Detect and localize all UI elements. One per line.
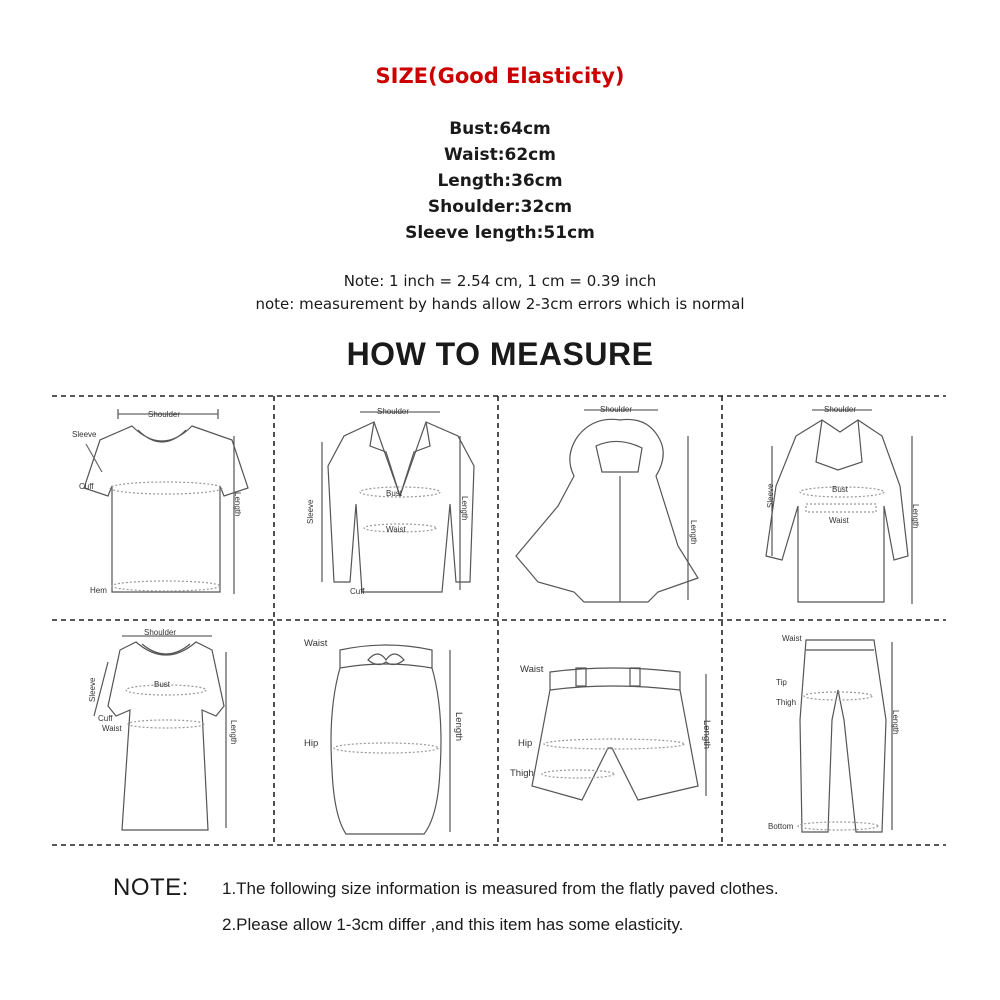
blazer-diagram bbox=[274, 396, 498, 620]
label-thigh: Thigh bbox=[776, 698, 797, 707]
shorts-icon bbox=[498, 620, 722, 845]
spec-waist: Waist:62cm bbox=[444, 145, 556, 165]
label-shoulder: Shoulder bbox=[144, 628, 177, 637]
label-waist: Waist bbox=[304, 638, 328, 649]
label-length: Length bbox=[233, 492, 242, 517]
label-bust: Bust bbox=[832, 485, 849, 494]
label-tip: Tip bbox=[776, 678, 787, 687]
skirt-icon bbox=[274, 620, 498, 845]
cape-icon bbox=[498, 396, 722, 620]
spec-sleeve-length: Sleeve length:51cm bbox=[405, 223, 595, 243]
how-to-measure-title: HOW TO MEASURE bbox=[346, 336, 654, 372]
label-waist: Waist bbox=[782, 634, 802, 643]
tshirt-diagram bbox=[52, 396, 274, 620]
coat-diagram bbox=[722, 396, 946, 620]
label-length: Length bbox=[453, 712, 464, 742]
label-bottom: Bottom bbox=[768, 822, 794, 831]
footer-note-label: NOTE: bbox=[113, 874, 189, 901]
footer-note-line-2: 2.Please allow 1-3cm differ ,and this item has some elasticity. bbox=[222, 915, 684, 934]
label-length: Length bbox=[911, 504, 920, 529]
spec-shoulder: Shoulder:32cm bbox=[427, 197, 573, 217]
skirt-diagram bbox=[274, 620, 498, 845]
spec-length: Length:36cm bbox=[437, 171, 563, 191]
label-length: Length bbox=[891, 710, 900, 735]
label-length: Length bbox=[689, 520, 698, 545]
label-waist: Waist bbox=[829, 516, 849, 525]
footer-note-line-1: 1.The following size information is measured from the flatly paved clothes. bbox=[222, 879, 779, 898]
note-line-2: note: measurement by hands allow 2-3cm errors which is normal bbox=[255, 295, 745, 313]
label-length: Length bbox=[229, 720, 238, 745]
label-sleeve: Sleeve bbox=[306, 499, 315, 524]
label-cuff: Cuff bbox=[79, 482, 94, 491]
label-shoulder: Shoulder bbox=[148, 410, 181, 419]
pants-diagram bbox=[722, 620, 946, 845]
label-waist: Waist bbox=[102, 724, 122, 733]
label-shoulder: Shoulder bbox=[600, 405, 633, 414]
label-sleeve: Sleeve bbox=[72, 430, 97, 439]
label-cuff: Cuff bbox=[350, 587, 365, 596]
spec-bust: Bust:64cm bbox=[449, 119, 551, 139]
dress-icon bbox=[52, 620, 274, 845]
shorts-diagram bbox=[498, 620, 722, 845]
label-bust: Bust bbox=[386, 489, 403, 498]
label-waist: Waist bbox=[386, 525, 406, 534]
label-hip: Hip bbox=[518, 738, 533, 749]
label-shoulder: Shoulder bbox=[824, 405, 857, 414]
size-title: SIZE(Good Elasticity) bbox=[375, 64, 625, 88]
label-bust: Bust bbox=[154, 680, 171, 689]
dress-diagram bbox=[52, 620, 274, 845]
label-thigh: Thigh bbox=[510, 768, 534, 779]
note-line-1: Note: 1 inch = 2.54 cm, 1 cm = 0.39 inch bbox=[343, 272, 657, 290]
label-length: Length bbox=[460, 496, 469, 521]
label-waist: Waist bbox=[520, 664, 544, 675]
label-hip: Hip bbox=[304, 738, 319, 749]
label-sleeve: Sleeve bbox=[88, 677, 97, 702]
label-cuff: Cuff bbox=[98, 714, 113, 723]
label-length: Length bbox=[701, 720, 712, 750]
label-hem: Hem bbox=[90, 586, 107, 595]
label-sleeve: Sleeve bbox=[766, 483, 775, 508]
cape-diagram bbox=[498, 396, 722, 620]
label-shoulder: Shoulder bbox=[377, 407, 410, 416]
pants-icon bbox=[722, 620, 946, 845]
